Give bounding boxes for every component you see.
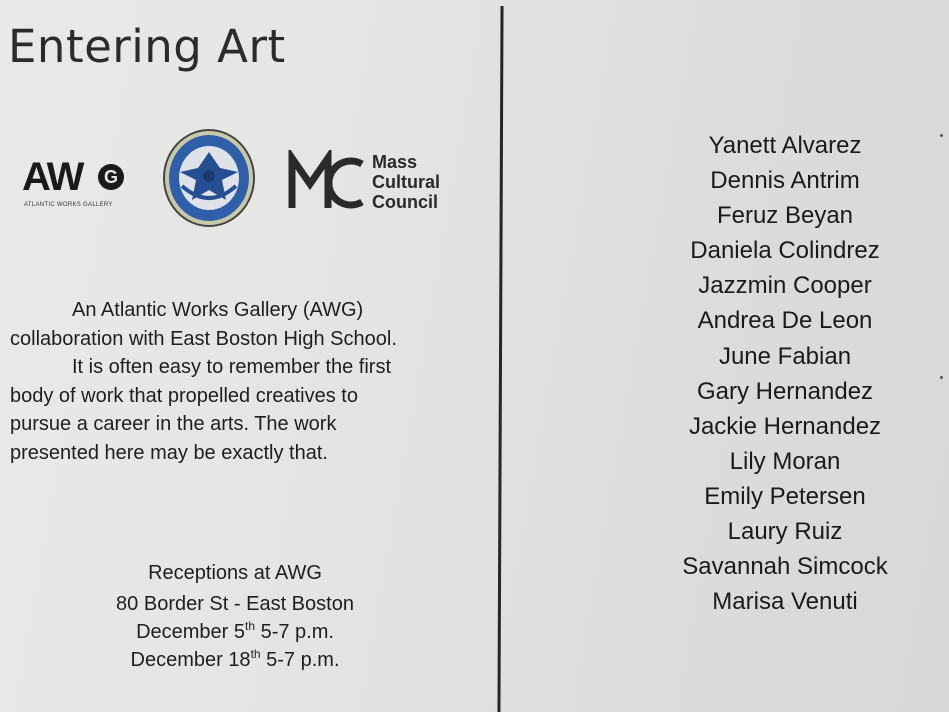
reception-date-1-suffix: th: [245, 619, 256, 633]
artist-name: Dennis Antrim: [710, 167, 860, 195]
artist-name: Savannah Simcock: [682, 553, 888, 581]
artist-name: Lily Moran: [729, 447, 841, 475]
awg-logo: [22, 155, 132, 215]
mass-cultural-council-logo: [288, 150, 458, 216]
artist-name: Gary Hernandez: [696, 377, 874, 405]
description-line: An Atlantic Works Gallery (AWG): [72, 299, 364, 321]
artist-name: Jackie Hernandez: [688, 412, 882, 440]
wall-speck: [940, 376, 943, 379]
artist-name: June Fabian: [718, 342, 852, 370]
artist-name: Jazzmin Cooper: [698, 272, 872, 300]
wall-speck: [940, 134, 943, 137]
artist-list: [660, 130, 910, 621]
reception-date-2-day: December 18: [130, 649, 251, 671]
column-divider: [497, 6, 503, 712]
mcc-line-1: Mass: [372, 152, 418, 172]
school-seal-logo: [162, 128, 256, 228]
receptions-heading: Receptions at AWG: [148, 562, 322, 584]
artist-name: Laury Ruiz: [727, 518, 843, 546]
awg-logo-g: G: [98, 164, 124, 190]
reception-date-1-day: December 5: [136, 621, 245, 643]
awg-logo-subtitle: ATLANTIC WORKS GALLERY: [24, 202, 113, 208]
receptions-address: 80 Border St - East Boston: [116, 593, 354, 615]
reception-date-1: [0, 619, 470, 644]
mcc-line-2: Cultural: [372, 172, 441, 192]
reception-date-1-time: 5-7 p.m.: [255, 621, 334, 643]
page-title: Entering Art: [8, 20, 286, 73]
reception-date-2: [0, 647, 470, 672]
reception-date-2-suffix: th: [250, 647, 261, 661]
artist-name: Emily Petersen: [704, 482, 866, 510]
artist-name: Marisa Venuti: [712, 588, 858, 616]
awg-logo-mark: AW: [22, 155, 83, 199]
artist-name: Daniela Colindrez: [690, 237, 880, 265]
description-line: body of work that propelled creatives to: [10, 384, 358, 407]
reception-date-2-time: 5-7 p.m.: [260, 649, 340, 671]
mcc-line-3: Council: [372, 192, 438, 212]
artist-name: Feruz Beyan: [716, 202, 854, 230]
description-line: collaboration with East Boston High School.: [10, 327, 397, 350]
artist-name: Andrea De Leon: [697, 307, 873, 335]
description-line: It is often easy to remember the first: [72, 356, 392, 378]
mcc-logo-text: [372, 152, 440, 212]
description-paragraph: [10, 296, 450, 467]
artist-name: Yanett Alvarez: [708, 132, 862, 159]
description-line: presented here may be exactly that.: [10, 441, 328, 464]
description-line: pursue a career in the arts. The work: [10, 413, 337, 435]
